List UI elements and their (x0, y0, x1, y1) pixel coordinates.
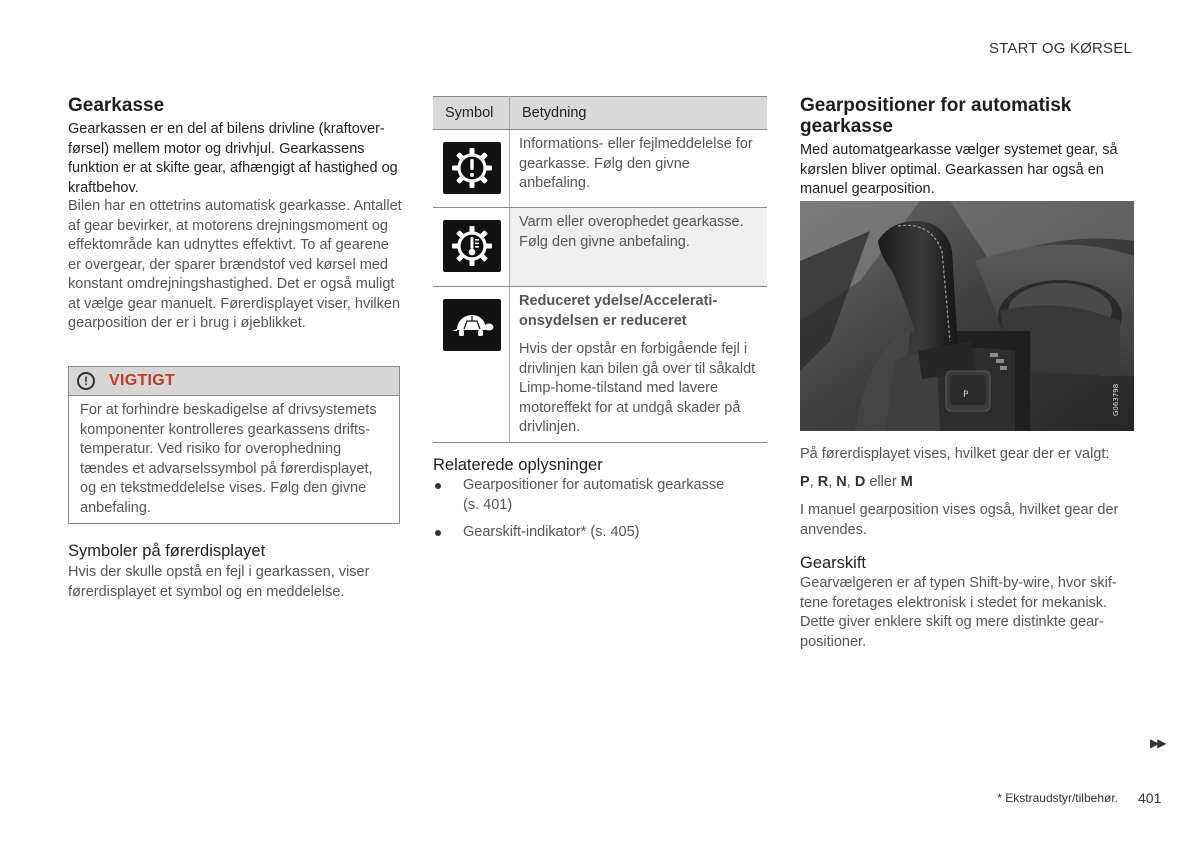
symbols-title: Symboler på førerdisplayet (68, 542, 266, 560)
table-cell-title: Reduceret ydelse/Accelerationsydelsen er reduceret (519, 293, 718, 329)
table-cell-text: Informations- eller fejlmeddelelse for gearkasse. Følg den givne anbefaling. (510, 130, 768, 208)
gear-d: D (854, 474, 866, 490)
gearkasse-body: Bilen har en ottetrins automatisk gearkasse. Antallet af gear bevirker, at motorens drejningsmoment og effektområde kan udnyttes effektivt. To af gearene er overgear, der sparer brændstof ved kørsel med konstant omdrejningshastighed. Det er også muligt at vælge gear manuelt. Førerdisplayet viser, hvilken gearposition der er i brug i øjeblikket. (68, 198, 402, 331)
gear-sep: , (809, 474, 818, 490)
table-cell-icon (433, 287, 510, 443)
related-link-gearskift-indikator[interactable]: Gearskift-indikator* (s. 405) (433, 523, 743, 543)
manual-text: I manuel gearposition vises også, hvilket gear der anvendes. (800, 502, 1119, 538)
gear-exclamation-icon (443, 142, 501, 194)
footnote: * Ekstraudstyr/tilbehør. (997, 791, 1118, 805)
section-title-gearpositioner: Gearpositioner for automatisk gearkasse (800, 95, 1072, 137)
symbol-table (433, 96, 767, 443)
gearkasse-lead: Gearkassen er en del af bilens drivline (kraftoverførsel) mellem motor og drivhjul. Gearkassens funktion er at skifte gear, afhængigt af hastighed og kraftbehov. (68, 121, 398, 196)
gear-sep: , (828, 474, 837, 490)
table-row (433, 208, 767, 287)
warning-box (68, 366, 400, 524)
gear-m: M (900, 474, 913, 490)
table-cell-text (510, 287, 768, 443)
table-cell-icon (433, 130, 510, 208)
turtle-icon (443, 299, 501, 351)
gear-sep: , (846, 474, 855, 490)
gear-or: eller (865, 474, 901, 490)
display-text: På førerdisplayet vises, hvilket gear der er valgt: (800, 446, 1110, 462)
page-number: 401 (1138, 790, 1162, 806)
warning-title: VIGTIGT (109, 372, 176, 389)
table-header-row (433, 97, 767, 130)
section-title-gearkasse: Gearkasse (68, 95, 165, 116)
related-title: Relaterede oplysninger (433, 456, 603, 474)
table-cell-text: Varm eller overophedet gearkasse. Følg den givne anbefaling. (510, 208, 768, 287)
table-row (433, 130, 767, 208)
positions-lead: Med automatgearkasse vælger systemet gear, så kørslen bliver optimal. Gearkassen har også en manuel gearposition. (800, 142, 1118, 197)
table-header-meaning: Betydning (510, 97, 768, 130)
double-triangle-right-icon: ▶▶ (1150, 736, 1165, 750)
exclamation-circle-icon: ! (77, 372, 95, 390)
warning-text: For at forhindre beskadigelse af drivsystemets komponenter kontrolleres gearkassens driftstemperatur. Ved risiko for overophedning tændes et advarselssymbol på førerdisplayet, og en tekstmeddelelse vises. Følg den givne anbefaling. (80, 402, 377, 516)
photo-code: G063798 (1112, 383, 1120, 416)
gear-letters (800, 473, 1134, 493)
section-header: START OG KØRSEL (988, 40, 1132, 57)
table-cell-icon (433, 208, 510, 287)
photo-button-label: P (963, 390, 969, 400)
warning-header (69, 367, 399, 396)
gear-p: P (800, 474, 810, 490)
gear-thermometer-icon (443, 220, 501, 272)
related-list (433, 476, 743, 543)
gearskift-title: Gearskift (800, 554, 867, 572)
gearskift-text: Gearvælgeren er af typen Shift-by-wire, hvor skiftene foretages elektronisk i stedet for mekanisk. Dette giver enklere skift og mere distinkte gearpositioner. (800, 575, 1117, 650)
table-cell-description: Hvis der opstår en forbigående fejl i drivlinjen kan bilen gå over til såkaldt Limp-home-tilstand med lavere motoreffekt for at undgå skader på drivlinjen. (519, 341, 756, 435)
table-header-symbol: Symbol (433, 97, 510, 130)
gear-n: N (836, 474, 847, 490)
table-row (433, 287, 767, 443)
symbols-text: Hvis der skulle opstå en fejl i gearkassen, viser førerdisplayet et symbol og en meddelelse. (68, 564, 370, 600)
gear-selector-photo (800, 201, 1134, 431)
related-link-gearpositioner[interactable]: Gearpositioner for automatisk gearkasse (s. 401) (433, 476, 743, 515)
gear-r: R (817, 474, 829, 490)
